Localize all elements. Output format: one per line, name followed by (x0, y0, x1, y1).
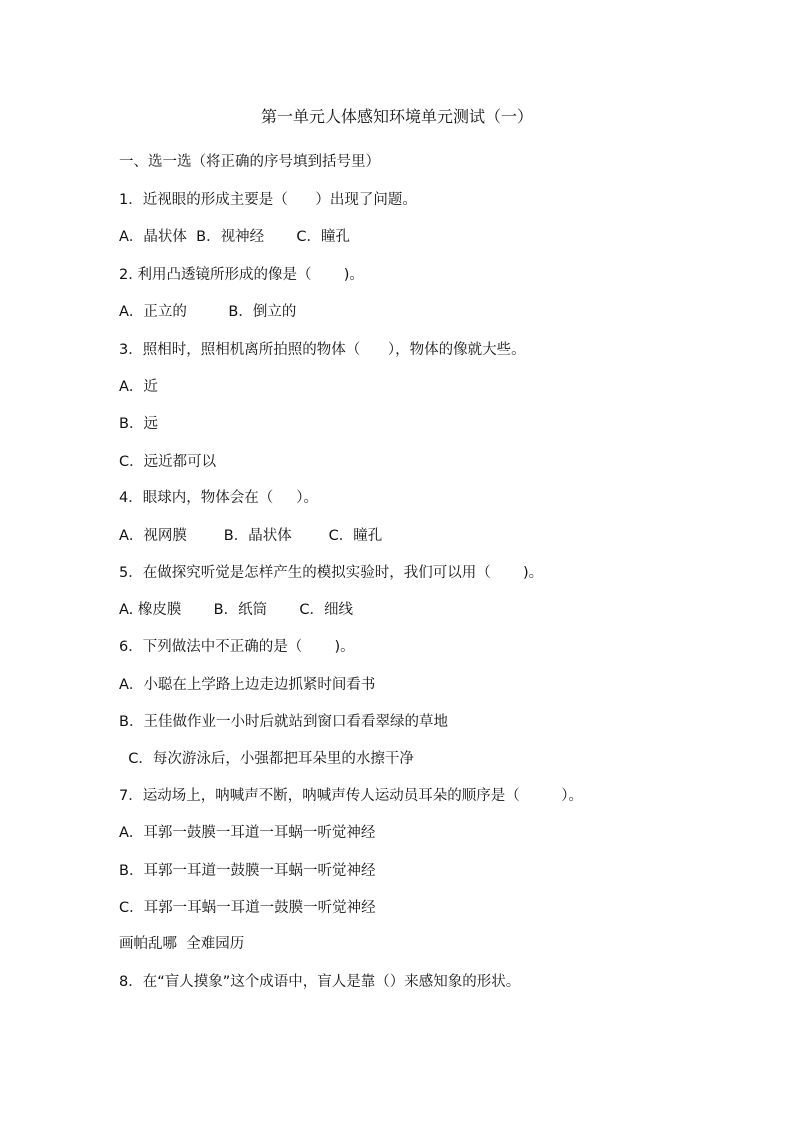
question-2-options: A．正立的 B．倒立的 (119, 304, 297, 320)
section-heading: 一、选一选（将正确的序号填到括号里） (119, 154, 380, 170)
question-3-option-c: C．远近都可以 (119, 454, 217, 470)
document-title: 第一单元人体感知环境单元测试（一） (260, 107, 533, 126)
question-7-option-c: C．耳郭一耳蜗一耳道一鼓膜一听觉神经 (119, 900, 376, 916)
question-8: 8．在“盲人摸象”这个成语中，盲人是靠（）来感知象的形状。 (119, 974, 521, 990)
question-4-options: A．视网膜 B．晶状体 C．瞳孔 (119, 528, 383, 544)
question-1-options: A．晶状体 B．视神经 C．瞳孔 (119, 229, 350, 245)
question-5: 5．在做探究听觉是怎样产生的模拟实验时，我们可以用（ )。 (119, 565, 544, 581)
question-6-option-b: B．王佳做作业一小时后就站到窗口看看翠绿的草地 (119, 714, 448, 730)
stray-text: 画帕乱哪 全难园历 (119, 936, 245, 952)
question-4: 4．眼球内，物体会在（ ）。 (119, 490, 319, 506)
question-6-option-c: C．每次游泳后，小强都把耳朵里的水擦干净 (119, 751, 414, 767)
question-7: 7．运动场上，呐喊声不断，呐喊声传人运动员耳朵的顺序是（ ）。 (119, 788, 583, 804)
question-2: 2. 利用凸透镜所形成的像是（ )。 (119, 267, 364, 283)
question-7-option-a: A．耳郭一鼓膜一耳道一耳蜗一听觉神经 (119, 825, 376, 841)
question-3: 3．照相时，照相机离所拍照的物体（ ），物体的像就大些。 (119, 342, 526, 358)
question-3-option-b: B．远 (119, 416, 158, 432)
question-3-option-a: A．近 (119, 379, 158, 395)
question-1: 1．近视眼的形成主要是（ ）出现了问题。 (119, 192, 417, 208)
question-6-option-a: A．小聪在上学路上边走边抓紧时间看书 (119, 677, 376, 693)
question-6: 6．下列做法中不正确的是（ )。 (119, 639, 355, 655)
question-7-option-b: B．耳郭一耳道一鼓膜一耳蜗一听觉神经 (119, 863, 376, 879)
question-5-options: A. 橡皮膜 B．纸筒 C．细线 (119, 602, 353, 618)
